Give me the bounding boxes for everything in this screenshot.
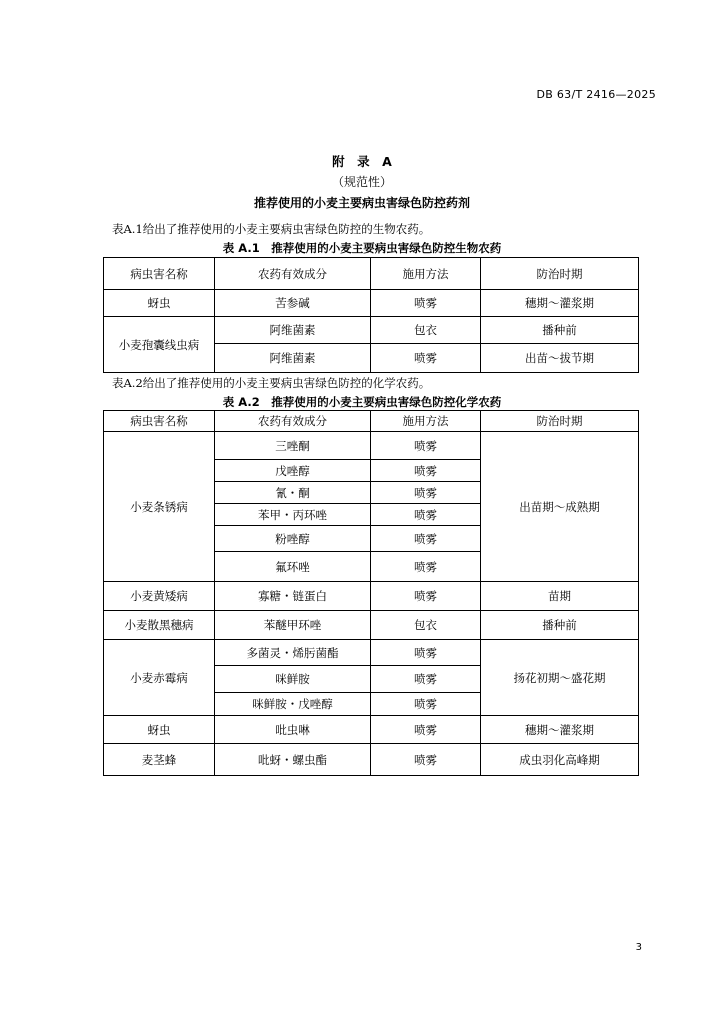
ingredient-cell: 阿维菌素 — [215, 344, 371, 373]
table-row — [104, 611, 639, 640]
period-cell: 穗期～灌浆期 — [481, 290, 639, 317]
ingredient-cell: 苦参碱 — [215, 290, 371, 317]
ingredient-cell: 吡虫啉 — [215, 716, 371, 744]
pest-name-cell: 小麦赤霉病 — [104, 640, 215, 716]
method-cell: 喷雾 — [371, 640, 481, 666]
method-cell: 喷雾 — [371, 552, 481, 582]
document-code: DB 63/T 2416—2025 — [536, 88, 656, 101]
method-cell: 喷雾 — [371, 716, 481, 744]
method-cell: 喷雾 — [371, 344, 481, 373]
pest-name-cell: 蚜虫 — [104, 716, 215, 744]
column-header: 病虫害名称 — [104, 258, 215, 290]
ingredient-cell: 阿维菌素 — [215, 317, 371, 344]
table-header-row — [104, 258, 639, 290]
method-cell: 喷雾 — [371, 744, 481, 776]
table-a2-caption: 表 A.2 推荐使用的小麦主要病虫害绿色防控化学农药 — [222, 395, 502, 409]
pest-name-cell: 小麦散黑穗病 — [104, 611, 215, 640]
table-a1-intro: 表A.1给出了推荐使用的小麦主要病虫害绿色防控的生物农药。 — [112, 222, 431, 236]
method-cell: 喷雾 — [371, 693, 481, 716]
table-a1 — [103, 257, 639, 373]
period-cell: 穗期～灌浆期 — [481, 716, 639, 744]
period-cell: 播种前 — [481, 317, 639, 344]
table-row — [104, 317, 639, 344]
ingredient-cell: 苯甲・丙环唑 — [215, 504, 371, 526]
table-row — [104, 290, 639, 317]
ingredient-cell: 寡糖・链蛋白 — [215, 582, 371, 611]
method-cell: 喷雾 — [371, 582, 481, 611]
appendix-heading: 推荐使用的小麦主要病虫害绿色防控药剂 — [253, 196, 470, 210]
period-cell: 播种前 — [481, 611, 639, 640]
page-number: 3 — [635, 942, 642, 953]
ingredient-cell: 粉唑醇 — [215, 526, 371, 552]
method-cell: 喷雾 — [371, 666, 481, 693]
method-cell: 喷雾 — [371, 460, 481, 482]
table-row — [104, 640, 639, 666]
column-header: 农药有效成分 — [215, 411, 371, 432]
method-cell: 喷雾 — [371, 290, 481, 317]
appendix-nature: （规范性） — [331, 175, 392, 189]
ingredient-cell: 苯醚甲环唑 — [215, 611, 371, 640]
table-row — [104, 432, 639, 460]
ingredient-cell: 三唑酮 — [215, 432, 371, 460]
period-cell: 出苗期～成熟期 — [481, 432, 639, 582]
table-row — [104, 744, 639, 776]
pest-name-cell: 小麦孢囊线虫病 — [104, 317, 215, 373]
table-a2-intro: 表A.2给出了推荐使用的小麦主要病虫害绿色防控的化学农药。 — [112, 376, 431, 390]
ingredient-cell: 多菌灵・烯肟菌酯 — [215, 640, 371, 666]
period-cell: 成虫羽化高峰期 — [481, 744, 639, 776]
period-cell: 苗期 — [481, 582, 639, 611]
ingredient-cell: 氰・酮 — [215, 482, 371, 504]
method-cell: 喷雾 — [371, 526, 481, 552]
table-a1-caption: 表 A.1 推荐使用的小麦主要病虫害绿色防控生物农药 — [222, 241, 502, 255]
column-header: 施用方法 — [371, 411, 481, 432]
table-a2 — [103, 410, 639, 776]
pest-name-cell: 小麦条锈病 — [104, 432, 215, 582]
ingredient-cell: 咪鲜胺 — [215, 666, 371, 693]
method-cell: 喷雾 — [371, 504, 481, 526]
period-cell: 扬花初期～盛花期 — [481, 640, 639, 716]
table-row — [104, 582, 639, 611]
period-cell: 出苗～拔节期 — [481, 344, 639, 373]
ingredient-cell: 咪鲜胺・戊唑醇 — [215, 693, 371, 716]
method-cell: 包衣 — [371, 317, 481, 344]
table-header-row — [104, 411, 639, 432]
ingredient-cell: 氟环唑 — [215, 552, 371, 582]
column-header: 农药有效成分 — [215, 258, 371, 290]
ingredient-cell: 戊唑醇 — [215, 460, 371, 482]
appendix-title: 附 录 A — [332, 154, 392, 169]
pest-name-cell: 麦茎蜂 — [104, 744, 215, 776]
pest-name-cell: 蚜虫 — [104, 290, 215, 317]
method-cell: 包衣 — [371, 611, 481, 640]
column-header: 防治时期 — [481, 411, 639, 432]
method-cell: 喷雾 — [371, 432, 481, 460]
column-header: 病虫害名称 — [104, 411, 215, 432]
column-header: 防治时期 — [481, 258, 639, 290]
method-cell: 喷雾 — [371, 482, 481, 504]
pest-name-cell: 小麦黄矮病 — [104, 582, 215, 611]
table-row — [104, 716, 639, 744]
ingredient-cell: 吡蚜・螺虫酯 — [215, 744, 371, 776]
column-header: 施用方法 — [371, 258, 481, 290]
